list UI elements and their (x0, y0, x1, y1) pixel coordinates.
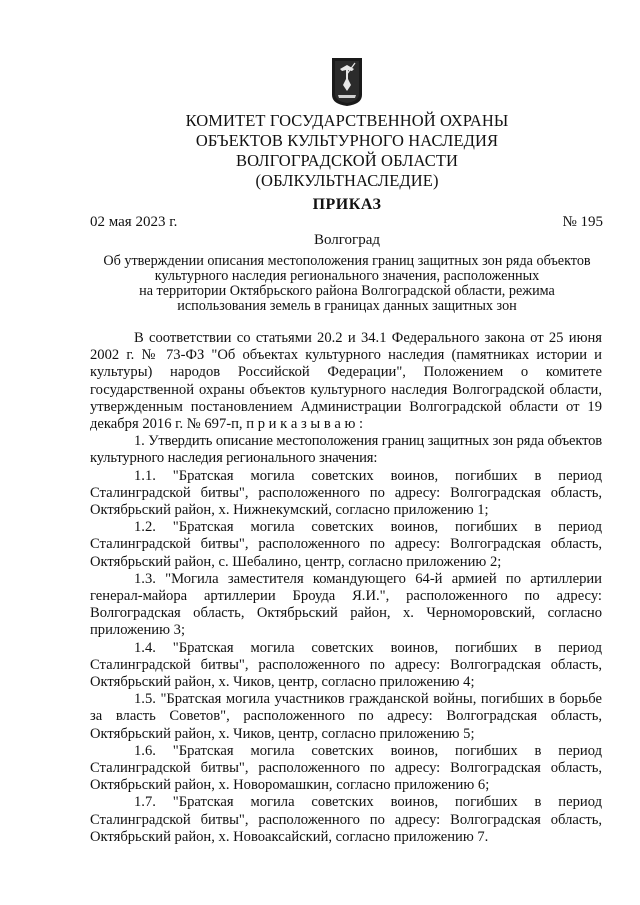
order-city: Волгоград (313, 232, 380, 248)
subject-line: культурного наследия регионального значения, расположенных (154, 268, 540, 284)
subject-line: использования земель в границах данных защитных зон (177, 298, 517, 314)
committee-name (120, 111, 574, 191)
clause-1-1: 1.1. "Братская могила советских воинов, погибших в период Сталинградской битвы", расположенного по адресу: Волгоградская область, Октябрьский район, х. Нижнекумский, согласно приложению 1; (90, 467, 602, 519)
order-subject (88, 254, 606, 314)
committee-line: (ОБЛКУЛЬТНАСЛЕДИЕ) (255, 171, 439, 190)
subject-line: Об утверждении описания местоположения границ защитных зон ряда объектов (103, 253, 591, 269)
order-date: 02 мая 2023 г. (90, 214, 178, 230)
clause-1-4: 1.4. "Братская могила советских воинов, погибших в период Сталинградской битвы", расположенного по адресу: Волгоградская область, Октябрьский район, х. Чиков, центр, согласно приложению 4; (90, 639, 602, 691)
clause-1: 1. Утвердить описание местоположения границ защитных зон ряда объектов культурного наследия регионального значения: (90, 433, 602, 467)
volgograd-emblem-icon (331, 57, 363, 107)
clause-1-6: 1.6. "Братская могила советских воинов, погибших в период Сталинградской битвы", расположенного по адресу: Волгоградская область, Октябрьский район, х. Новоромашкин, согласно приложению 6; (90, 742, 602, 794)
clause-1-5: 1.5. "Братская могила участников гражданской войны, погибших в борьбе за власть Советов", расположенного по адресу: Волгоградская область, Октябрьский район, х. Чиков, центр, согласно приложению 5; (90, 691, 602, 742)
committee-line: КОМИТЕТ ГОСУДАРСТВЕННОЙ ОХРАНЫ (185, 111, 509, 130)
order-number: № 195 (562, 214, 603, 230)
document-type: ПРИКАЗ (312, 196, 382, 213)
clause-1-2: 1.2. "Братская могила советских воинов, погибших в период Сталинградской битвы", расположенного по адресу: Волгоградская область, Октябрьский район, с. Шебалино, центр, согласно приложению 2; (90, 519, 602, 570)
committee-line: ВОЛГОГРАДСКОЙ ОБЛАСТИ (235, 151, 459, 170)
preamble-paragraph: В соответствии со статьями 20.2 и 34.1 Федерального закона от 25 июня 2002 г. № 73-ФЗ "Об объектах культурного наследия (памятниках истории и культуры) народов Российской Федерации", Положением о комитете государственной охраны объектов культурного наследия Волгоградской области, утвержденным постановлением Администрации Волгоградской области от 19 декабря 2016 г. № 697-п, п р и к а з ы в а ю : (90, 330, 602, 433)
committee-line: ОБЪЕКТОВ КУЛЬТУРНОГО НАСЛЕДИЯ (195, 131, 499, 150)
order-body (90, 330, 602, 846)
clause-1-3: 1.3. "Могила заместителя командующего 64-й армией по артиллерии генерал-майора артиллерии Броуда Я.И.", расположенного по адресу: Волгоградская область, Октябрьский район, х. Черноморовский, согласно приложению 3; (90, 570, 602, 639)
subject-line: на территории Октябрьского района Волгоградской области, режима (139, 283, 555, 299)
clause-1-7: 1.7. "Братская могила советских воинов, погибших в период Сталинградской битвы", расположенного по адресу: Волгоградская область, Октябрьский район, х. Новоаксайский, согласно приложению 7. (90, 794, 602, 845)
